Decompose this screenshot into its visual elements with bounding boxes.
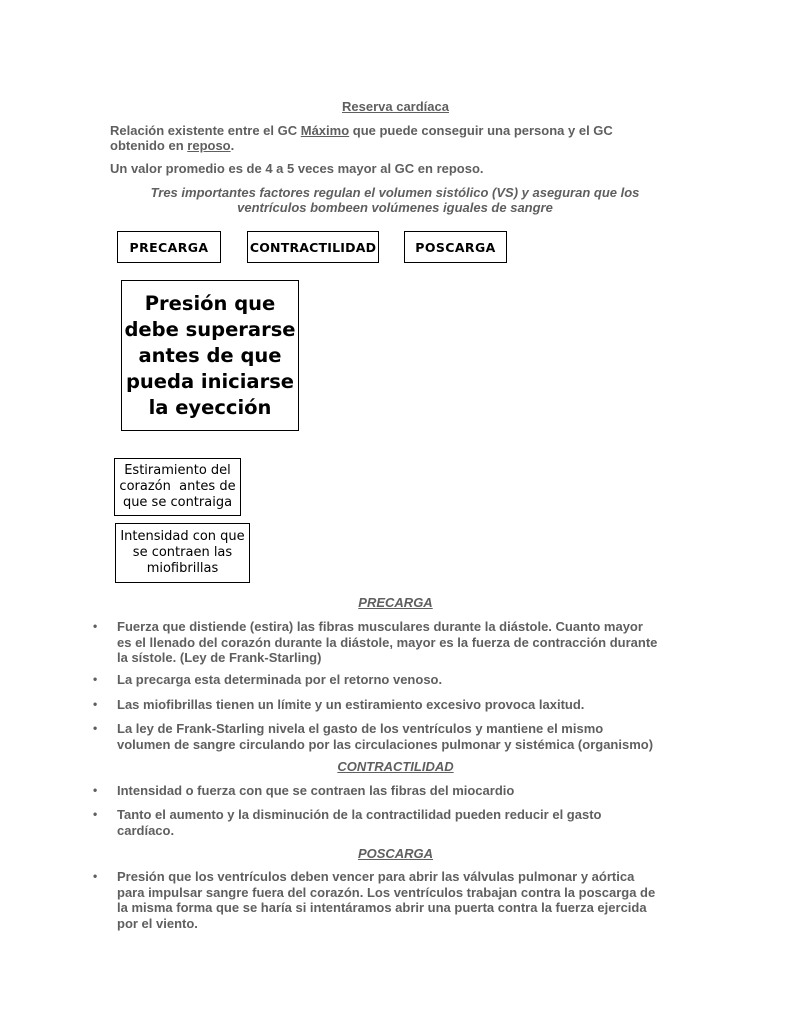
box-line: Estiramiento del: [124, 463, 231, 478]
intro-line-1: [110, 123, 670, 138]
list-item-text: [117, 783, 689, 799]
precarga-box: PRECARGA: [117, 231, 221, 263]
list-item-text: [117, 619, 689, 666]
list-line: es el llenado del corazón durante la diástole, mayor es la fuerza de contracción durante: [117, 634, 658, 650]
intro-text: obtenido en: [110, 138, 188, 153]
list-line: cardíaco.: [117, 822, 175, 838]
maximo-word: Máximo: [300, 123, 350, 138]
list-line: Las miofibrillas tienen un límite y un estiramiento excesivo provoca laxitud.: [117, 697, 585, 712]
bullet-icon: •: [93, 783, 98, 797]
average-note: Un valor promedio es de 4 a 5 veces mayor al GC en reposo.: [110, 161, 484, 176]
list-line: Fuerza que distiende (estira) las fibras musculares durante la diástole. Cuanto mayor: [117, 619, 643, 634]
factors-intro-line: Tres importantes factores regulan el volumen sistólico (VS) y aseguran que los: [150, 185, 640, 200]
bullet-icon: •: [93, 721, 98, 735]
intro-text: Relación existente entre el GC: [110, 123, 301, 138]
list-item-text: [117, 869, 689, 931]
box-line: miofibrillas: [146, 561, 219, 576]
box-line: pueda iniciarse: [125, 369, 295, 393]
box-line: Intensidad con que: [120, 529, 245, 544]
list-line: La ley de Frank-Starling nivela el gasto de los ventrículos y mantiene el mismo: [117, 721, 604, 736]
bullet-icon: •: [93, 697, 98, 711]
poscarga-box: POSCARGA: [404, 231, 507, 263]
list-item-text: [117, 807, 689, 838]
box-line: se contraen las: [132, 545, 233, 560]
contractilidad-box: CONTRACTILIDAD: [247, 231, 379, 263]
list-item-text: [117, 697, 689, 713]
box-line: antes de que: [138, 343, 282, 367]
list-line: Tanto el aumento y la disminución de la contractilidad pueden reducir el gasto: [117, 807, 602, 822]
list-item-text: [117, 721, 689, 752]
box-line: la eyección: [148, 395, 272, 419]
list-line: Presión que los ventrículos deben vencer para abrir las válvulas pulmonar y aórtica: [117, 869, 635, 884]
precarga-heading: PRECARGA: [358, 595, 433, 610]
list-line: para impulsar sangre fuera del corazón. Los ventrículos trabajan contra la poscarga de: [117, 884, 656, 900]
page-title: Reserva cardíaca: [342, 99, 449, 114]
box-line: Presión que: [144, 291, 276, 315]
bullet-icon: •: [93, 672, 98, 686]
intro-text: que puede conseguir una persona y el GC: [349, 123, 613, 138]
box-line: debe superarse: [124, 317, 296, 341]
intro-text: .: [230, 138, 235, 153]
intro-paragraph: [110, 123, 670, 153]
list-line: Intensidad o fuerza con que se contraen las fibras del miocardio: [117, 783, 515, 798]
list-line: la sístole. (Ley de Frank-Starling): [117, 650, 322, 665]
list-line: La precarga esta determinada por el retorno venoso.: [117, 672, 443, 687]
poscarga-definition-box: [121, 280, 299, 431]
reposo-word: reposo: [187, 138, 231, 153]
factors-intro: [100, 185, 690, 215]
bullet-icon: •: [93, 807, 98, 821]
list-line: la misma forma que se haría si intentáramos abrir una puerta contra la fuerza ejercida: [117, 900, 647, 915]
list-line: volumen de sangre circulando por las circulaciones pulmonar y sistémica (organismo): [117, 736, 654, 752]
contractilidad-definition-box: [115, 523, 250, 583]
bullet-icon: •: [93, 869, 98, 883]
contractilidad-heading: CONTRACTILIDAD: [337, 759, 454, 774]
box-line: corazón antes de: [119, 479, 236, 494]
box-line: que se contraiga: [122, 495, 233, 510]
intro-line-2: [110, 138, 670, 153]
bullet-icon: •: [93, 619, 98, 633]
poscarga-heading: POSCARGA: [357, 846, 434, 861]
list-item-text: [117, 672, 689, 688]
factors-intro-line: ventrículos bombeen volúmenes iguales de sangre: [237, 200, 553, 215]
list-line: por el viento.: [117, 915, 198, 931]
precarga-definition-box: [114, 458, 241, 516]
